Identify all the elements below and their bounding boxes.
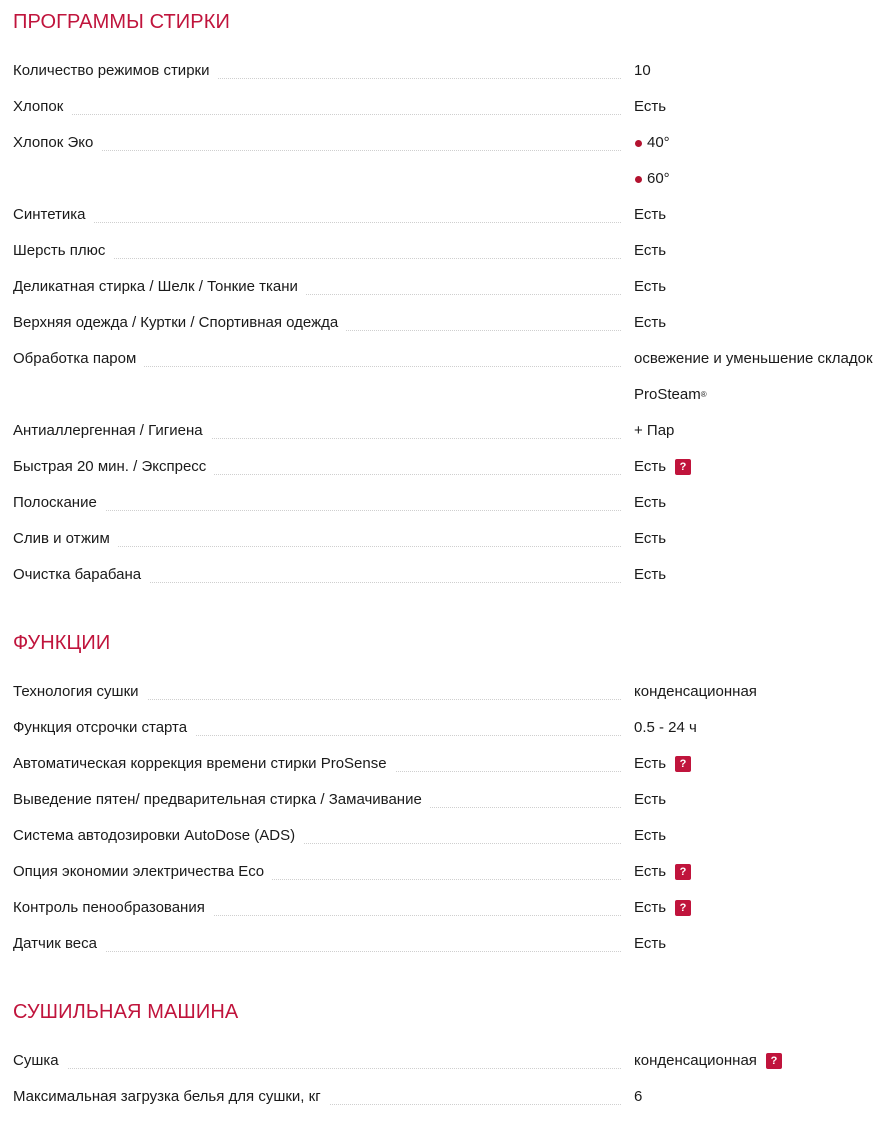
spec-row (13, 377, 889, 413)
spec-value (634, 494, 666, 512)
section-title: СУШИЛЬНАЯ МАШИНА (13, 1001, 239, 1023)
spec-row (13, 854, 889, 890)
spec-value-text: 6 (634, 1088, 643, 1105)
spec-label: Технология сушки (13, 683, 147, 701)
spec-row (13, 53, 889, 89)
spec-row (13, 557, 889, 593)
section-title: ФУНКЦИИ (13, 632, 111, 654)
spec-row (13, 449, 889, 485)
spec-value-text: Есть (634, 899, 667, 916)
spec-row (13, 818, 889, 854)
spec-label: Опция экономии электричества Eco (13, 863, 272, 881)
spec-row (13, 1079, 889, 1115)
spec-value (634, 242, 666, 260)
spec-value-text: конденсационная (634, 683, 757, 700)
spec-label: Полоскание (13, 494, 105, 512)
spec-value-text: 40° (647, 134, 670, 151)
spec-value (634, 1088, 642, 1106)
spec-value-text: ProSteam (634, 386, 701, 403)
spec-value (634, 458, 691, 476)
spec-value-text: + Пар (634, 422, 675, 439)
spec-row (13, 125, 889, 161)
spec-value (634, 719, 697, 737)
help-icon[interactable]: ? (675, 900, 691, 916)
spec-value (634, 827, 666, 845)
spec-value-text: Есть (634, 242, 667, 259)
spec-row (13, 710, 889, 746)
spec-section (13, 630, 889, 952)
spec-value-text: Есть (634, 530, 667, 547)
spec-row (13, 890, 889, 926)
help-icon[interactable]: ? (766, 1053, 782, 1069)
spec-value-text: конденсационная (634, 1052, 757, 1069)
spec-row (13, 89, 889, 125)
spec-value-text: Есть (634, 791, 667, 808)
spec-value (634, 566, 666, 584)
spec-label: Автоматическая коррекция времени стирки ProSense (13, 755, 395, 773)
spec-label: Система автодозировки AutoDose (ADS) (13, 827, 303, 845)
spec-value (634, 170, 670, 188)
section-title: ПРОГРАММЫ СТИРКИ (13, 11, 230, 33)
spec-section (13, 9, 889, 583)
spec-value-text: Есть (634, 566, 667, 583)
spec-row (13, 782, 889, 818)
spec-value-text: Есть (634, 278, 667, 295)
spec-label: Шерсть плюс (13, 242, 113, 260)
spec-row (13, 413, 889, 449)
spec-value (634, 791, 666, 809)
spec-label: Контроль пенообразования (13, 899, 213, 917)
dotted-leader (13, 1068, 621, 1069)
spec-row (13, 926, 889, 962)
spec-label: Слив и отжим (13, 530, 118, 548)
help-icon[interactable]: ? (675, 756, 691, 772)
spec-value (634, 899, 691, 917)
spec-value (634, 98, 666, 116)
spec-value (634, 683, 757, 701)
spec-label: Синтетика (13, 206, 94, 224)
spec-row (13, 341, 889, 377)
spec-value (634, 1052, 782, 1070)
spec-label: Хлопок Эко (13, 134, 101, 152)
spec-row (13, 521, 889, 557)
spec-label: Выведение пятен/ предварительная стирка / Замачивание (13, 791, 430, 809)
spec-value-text: Есть (634, 314, 667, 331)
spec-label: Максимальная загрузка белья для сушки, кг (13, 1088, 329, 1106)
spec-value (634, 935, 666, 953)
spec-label: Хлопок (13, 98, 71, 116)
spec-value-text: Есть (634, 206, 667, 223)
spec-value-text: Есть (634, 755, 667, 772)
spec-section (13, 999, 889, 1105)
spec-value-text: 60° (647, 170, 670, 187)
spec-value-text: освежение и уменьшение складок (634, 350, 873, 367)
spec-value-text: Есть (634, 935, 667, 952)
spec-label: Обработка паром (13, 350, 144, 368)
dotted-leader (13, 222, 621, 223)
help-icon[interactable]: ? (675, 864, 691, 880)
spec-value-text: Есть (634, 494, 667, 511)
spec-value-text: Есть (634, 827, 667, 844)
spec-row (13, 746, 889, 782)
spec-value (634, 422, 674, 440)
spec-value-text: Есть (634, 458, 667, 475)
help-icon[interactable]: ? (675, 459, 691, 475)
dotted-leader (13, 150, 621, 151)
dotted-leader (13, 114, 621, 115)
spec-label: Быстрая 20 мин. / Экспресс (13, 458, 214, 476)
spec-label: Верхняя одежда / Куртки / Спортивная одежда (13, 314, 346, 332)
spec-value (634, 755, 691, 773)
bullet-dot-icon (635, 140, 642, 147)
spec-value-text: 0.5 - 24 ч (634, 719, 697, 736)
spec-value (634, 530, 666, 548)
spec-row (13, 197, 889, 233)
spec-label: Антиаллергенная / Гигиена (13, 422, 211, 440)
spec-label: Сушка (13, 1052, 67, 1070)
spec-value (634, 863, 691, 881)
spec-value (634, 278, 666, 296)
spec-label: Количество режимов стирки (13, 62, 217, 80)
spec-value (634, 62, 651, 80)
spec-value (634, 314, 666, 332)
bullet-dot-icon (635, 176, 642, 183)
spec-row (13, 1043, 889, 1079)
spec-row (13, 674, 889, 710)
spec-row (13, 269, 889, 305)
spec-row (13, 305, 889, 341)
spec-label: Деликатная стирка / Шелк / Тонкие ткани (13, 278, 306, 296)
spec-value-text: Есть (634, 863, 667, 880)
spec-value-text: 10 (634, 62, 651, 79)
spec-label: Очистка барабана (13, 566, 149, 584)
spec-row (13, 485, 889, 521)
spec-label: Функция отсрочки старта (13, 719, 195, 737)
spec-row (13, 233, 889, 269)
spec-value (634, 134, 670, 152)
spec-value (634, 206, 666, 224)
spec-value (634, 350, 873, 368)
spec-value-text: Есть (634, 98, 667, 115)
spec-value: ProSteam ® (634, 386, 707, 403)
spec-label: Датчик веса (13, 935, 105, 953)
spec-row (13, 161, 889, 197)
